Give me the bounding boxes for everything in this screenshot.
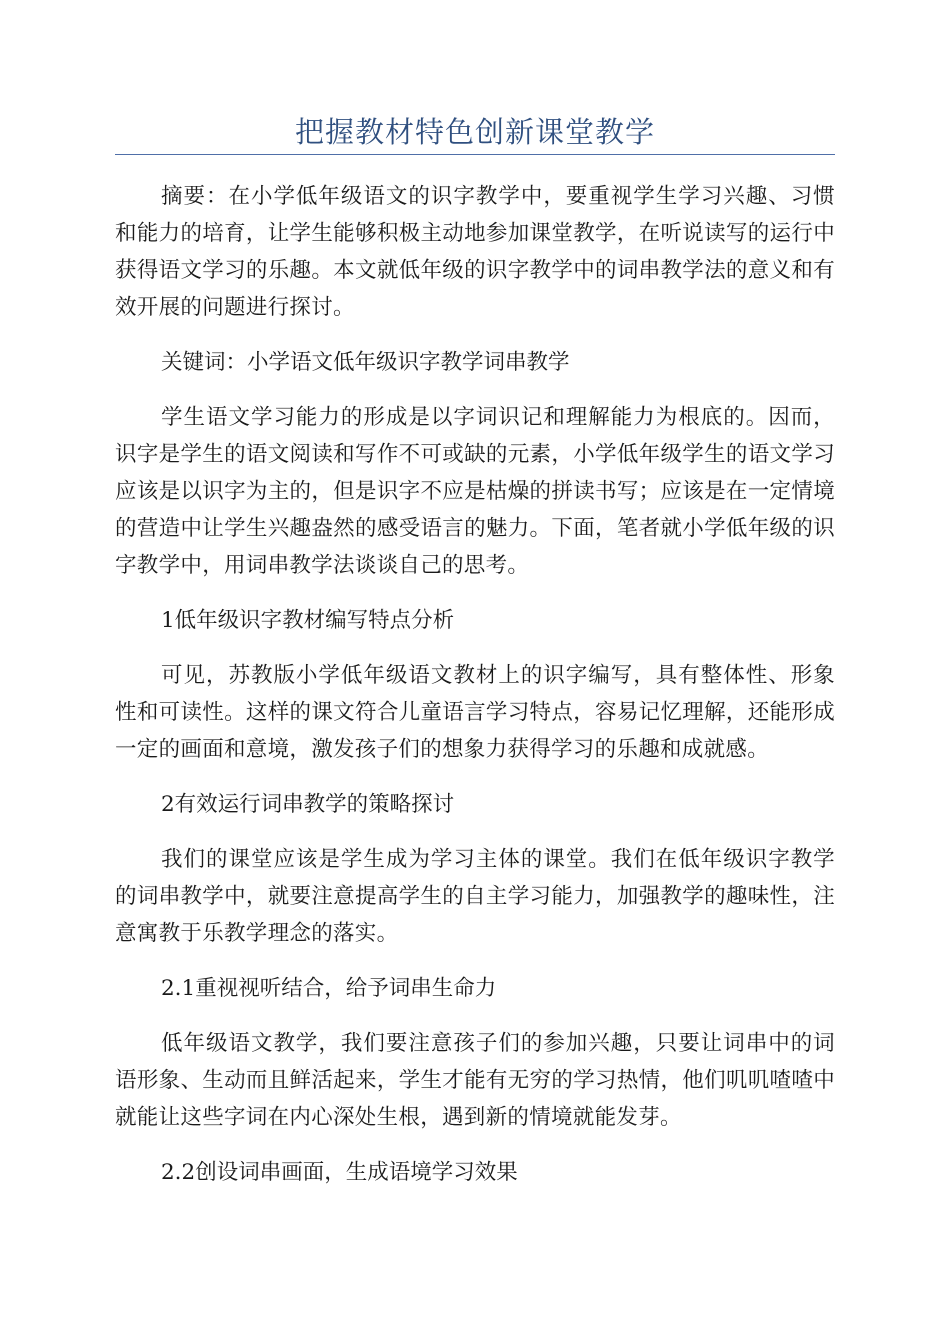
title-underline [115,154,835,155]
section-heading-2: 2有效运行词串教学的策略探讨 [161,792,455,817]
section-heading-2-2: 2.2创设词串画面，生成语境学习效果 [161,1160,518,1185]
abstract-paragraph: 摘要：在小学低年级语文的识字教学中，要重视学生学习兴趣、习惯和能力的培育，让学生能够积极主动地参加课堂教学，在听说读写的运行中获得语文学习的乐趣。本文就低年级的识字教学中的词串教学法的意义和有效开展的问题进行探讨。 [115,184,835,320]
section-heading-2-1: 2.1重视视听结合，给予词串生命力 [161,976,497,1001]
intro-paragraph: 学生语文学习能力的形成是以字词识记和理解能力为根底的。因而，识字是学生的语文阅读和写作不可或缺的元素，小学低年级学生的语文学习应该是以识字为主的，但是识字不应是枯燥的拼读书写；应该是在一定情境的营造中让学生兴趣盎然的感受语言的魅力。下面，笔者就小学低年级的识字教学中，用词串教学法谈谈自己的思考。 [115,405,835,578]
keywords-line: 关键词：小学语文低年级识字教学词串教学 [161,350,570,375]
section-1-paragraph: 可见，苏教版小学低年级语文教材上的识字编写，具有整体性、形象性和可读性。这样的课文符合儿童语言学习特点，容易记忆理解，还能形成一定的画面和意境，激发孩子们的想象力获得学习的乐趣和成就感。 [115,663,835,762]
section-2-paragraph: 我们的课堂应该是学生成为学习主体的课堂。我们在低年级识字教学的词串教学中，就要注意提高学生的自主学习能力，加强教学的趣味性，注意寓教于乐教学理念的落实。 [115,847,835,946]
document-title: 把握教材特色创新课堂教学 [294,115,655,149]
section-2-1-paragraph: 低年级语文教学，我们要注意孩子们的参加兴趣，只要让词串中的词语形象、生动而且鲜活起来，学生才能有无穷的学习热情，他们叽叽喳喳中就能让这些字词在内心深处生根，遇到新的情境就能发芽。 [115,1031,835,1130]
section-heading-1: 1低年级识字教材编写特点分析 [161,608,455,633]
document-body [115,178,835,1209]
